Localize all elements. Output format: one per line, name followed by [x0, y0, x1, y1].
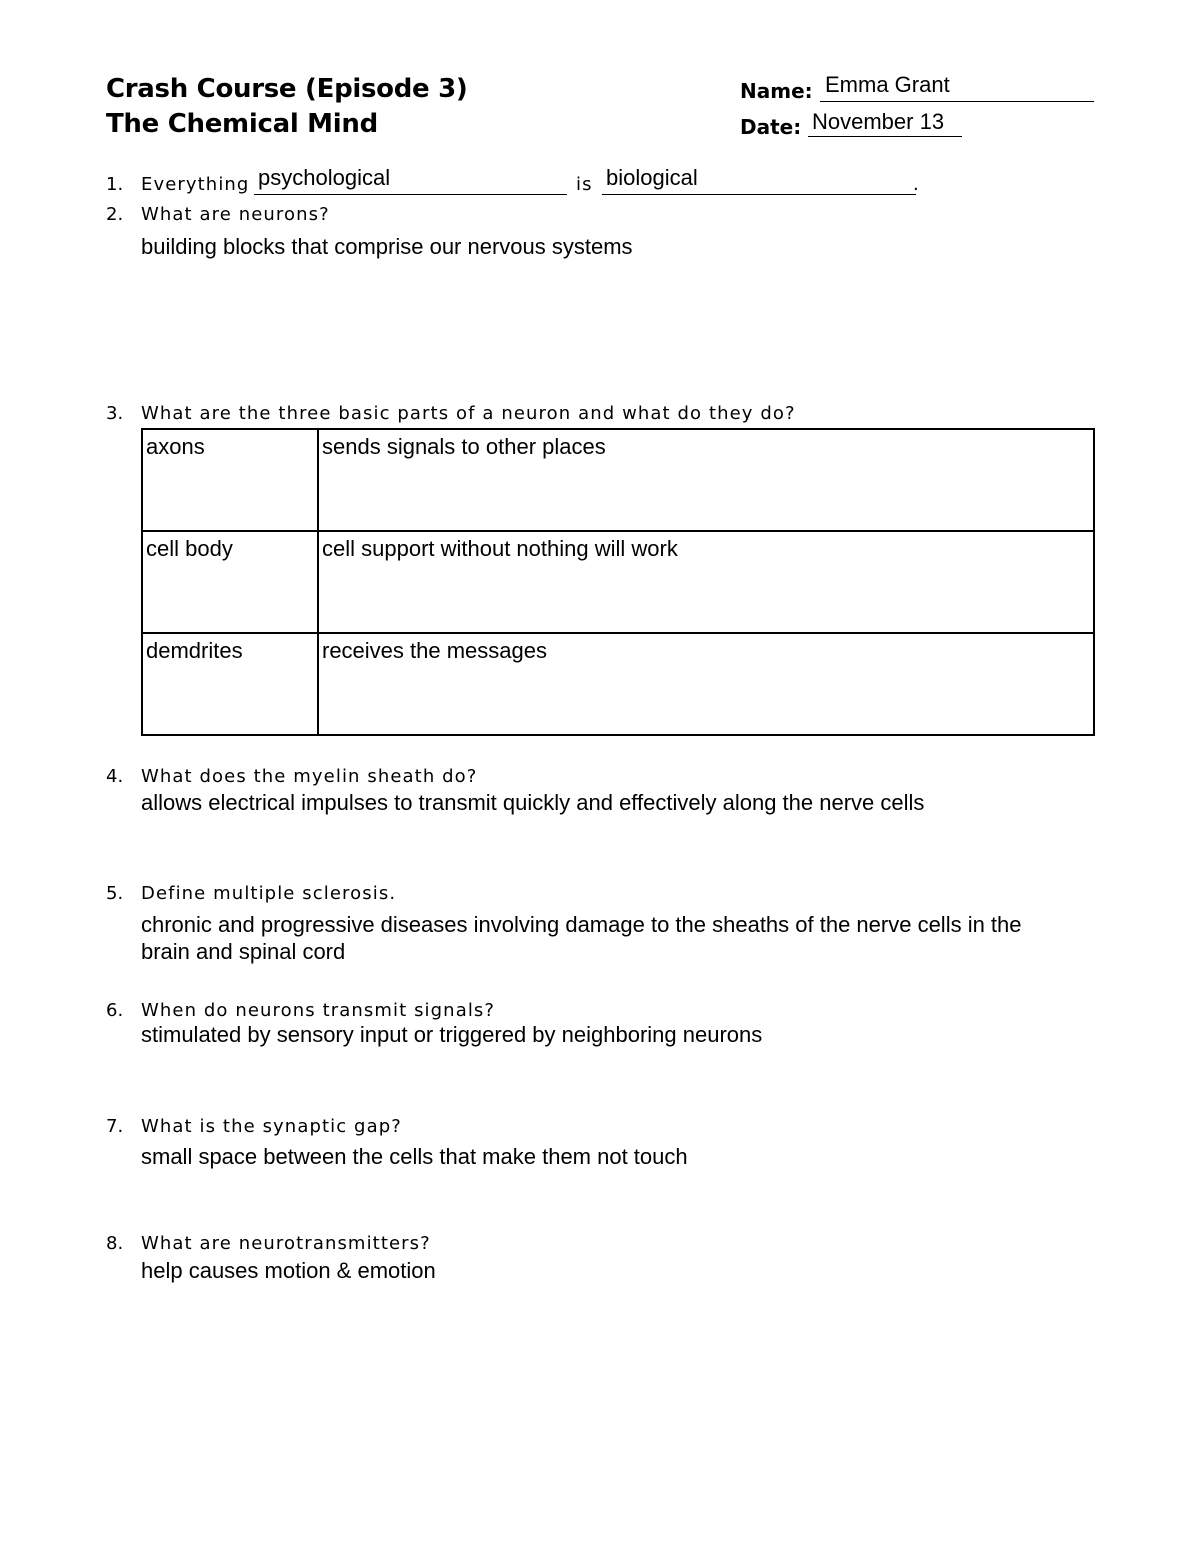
- neuron-parts-table: [141, 428, 1095, 736]
- question-1-blank1[interactable]: psychological: [258, 165, 391, 190]
- question-2-text: What are neurons?: [141, 204, 330, 225]
- table-cell-function[interactable]: receives the messages: [318, 633, 1094, 735]
- table-row: [142, 429, 1094, 531]
- question-3-number: 3.: [106, 403, 124, 424]
- question-3-text: What are the three basic parts of a neuron and what do they do?: [141, 403, 796, 424]
- worksheet-title: Crash Course (Episode 3): [106, 74, 468, 104]
- question-2-answer[interactable]: building blocks that comprise our nervous systems: [141, 234, 633, 259]
- question-5-text: Define multiple sclerosis.: [141, 883, 397, 904]
- question-4-number: 4.: [106, 766, 124, 787]
- date-field[interactable]: November 13: [812, 109, 945, 134]
- question-5-number: 5.: [106, 883, 124, 904]
- question-6-text: When do neurons transmit signals?: [141, 1000, 496, 1021]
- question-1-blank2[interactable]: biological: [606, 165, 698, 190]
- table-cell-function[interactable]: sends signals to other places: [318, 429, 1094, 531]
- question-1-blank2-underline: [602, 194, 916, 195]
- question-8-answer[interactable]: help causes motion & emotion: [141, 1258, 436, 1283]
- question-8-text: What are neurotransmitters?: [141, 1233, 431, 1254]
- worksheet-subtitle: The Chemical Mind: [106, 109, 378, 139]
- name-label: Name:: [740, 79, 813, 103]
- table-cell-part[interactable]: axons: [142, 429, 318, 531]
- table-cell-part[interactable]: cell body: [142, 531, 318, 633]
- table-cell-part[interactable]: demdrites: [142, 633, 318, 735]
- question-5-answer-line2[interactable]: brain and spinal cord: [141, 939, 346, 964]
- date-underline: [808, 136, 962, 137]
- question-6-answer[interactable]: stimulated by sensory input or triggered by neighboring neurons: [141, 1022, 763, 1047]
- question-1-suffix: .: [913, 174, 920, 195]
- table-row: [142, 531, 1094, 633]
- name-field[interactable]: Emma Grant: [825, 72, 950, 97]
- table-row: [142, 633, 1094, 735]
- question-6-number: 6.: [106, 1000, 124, 1021]
- table-cell-function[interactable]: cell support without nothing will work: [318, 531, 1094, 633]
- question-7-text: What is the synaptic gap?: [141, 1116, 402, 1137]
- question-1-middle: is: [576, 174, 593, 195]
- question-1-number: 1.: [106, 174, 124, 195]
- question-8-number: 8.: [106, 1233, 124, 1254]
- question-7-number: 7.: [106, 1116, 124, 1137]
- question-4-text: What does the myelin sheath do?: [141, 766, 478, 787]
- question-1-blank1-underline: [254, 194, 567, 195]
- question-4-answer[interactable]: allows electrical impulses to transmit quickly and effectively along the nerve cells: [141, 790, 925, 815]
- date-label: Date:: [740, 115, 802, 139]
- name-underline: [820, 101, 1094, 102]
- question-7-answer[interactable]: small space between the cells that make them not touch: [141, 1144, 688, 1169]
- question-1-prefix: Everything: [141, 174, 250, 195]
- question-5-answer-line1[interactable]: chronic and progressive diseases involving damage to the sheaths of the nerve cells in the: [141, 912, 1022, 937]
- question-2-number: 2.: [106, 204, 124, 225]
